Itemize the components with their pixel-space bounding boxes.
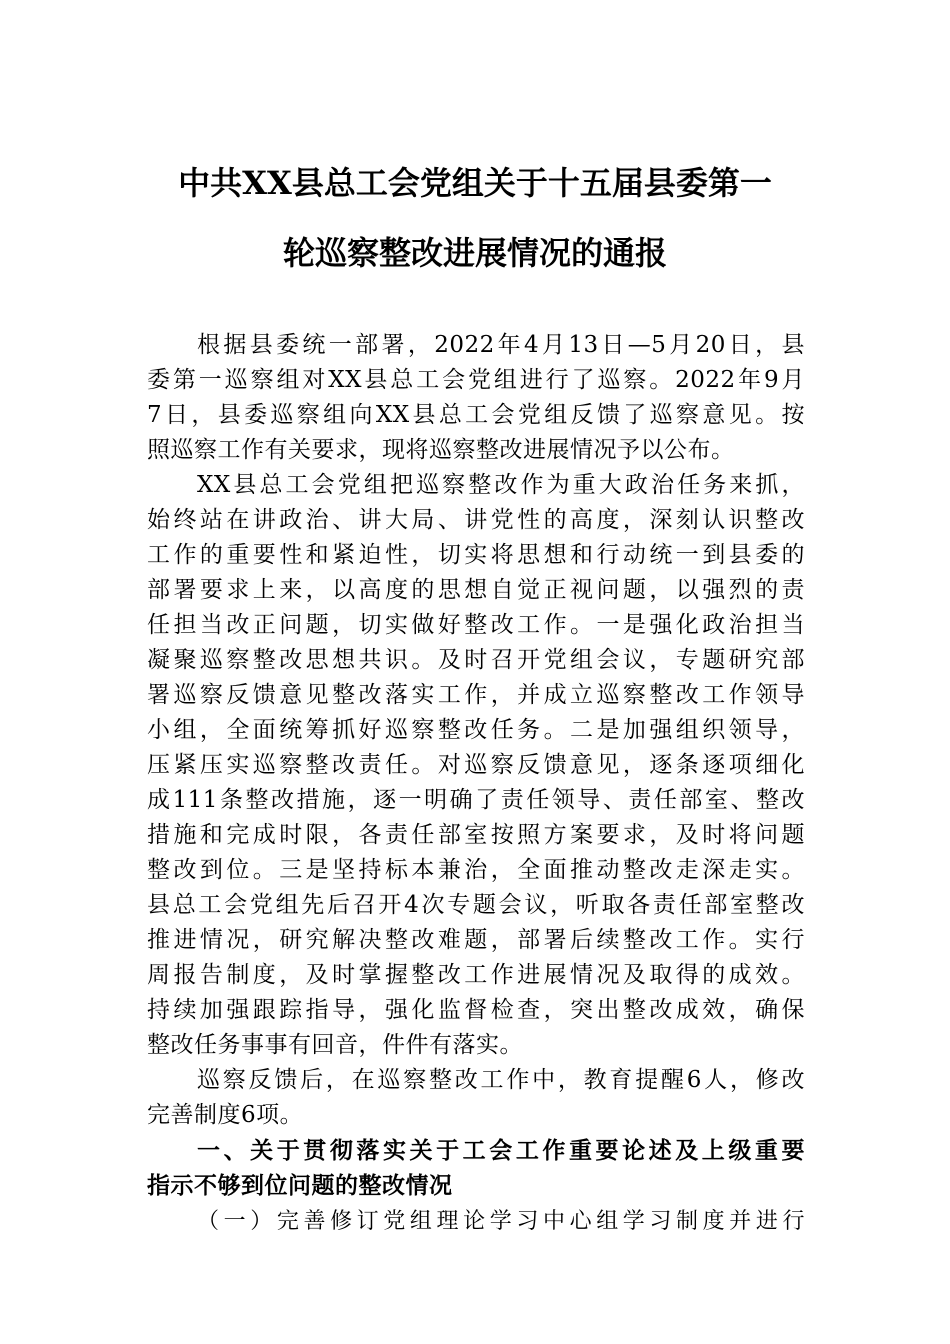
paragraph-2-line: 县总工会党组先后召开4次专题会议，听取各责任部室整改 bbox=[147, 892, 805, 918]
paragraph-2-line: 署巡察反馈意见整改落实工作，并成立巡察整改工作领导 bbox=[147, 682, 805, 708]
paragraph-2-line: 压紧压实巡察整改责任。对巡察反馈意见，逐条逐项细化 bbox=[147, 752, 805, 778]
section-heading-line: 一、关于贯彻落实关于工会工作重要论述及上级重要 bbox=[197, 1138, 805, 1164]
paragraph-2-line: 任担当改正问题，切实做好整改工作。一是强化政治担当 bbox=[147, 612, 805, 638]
paragraph-3-line: 巡察反馈后，在巡察整改工作中，教育提醒6人，修改 bbox=[197, 1067, 805, 1093]
paragraph-2-line: 工作的重要性和紧迫性，切实将思想和行动统一到县委的 bbox=[147, 542, 805, 568]
paragraph-3-line: 完善制度6项。 bbox=[147, 1102, 304, 1128]
paragraph-2-line: 成111条整改措施，逐一明确了责任领导、责任部室、整改 bbox=[147, 787, 805, 813]
document-title-line-1: 中共XX县总工会党组关于十五届县委第一 bbox=[178, 164, 772, 202]
paragraph-1-line: 根据县委统一部署，2022年4月13日—5月20日，县 bbox=[197, 332, 805, 358]
paragraph-2-line: 凝聚巡察整改思想共识。及时召开党组会议，专题研究部 bbox=[147, 647, 805, 673]
paragraph-1-line: 照巡察工作有关要求，现将巡察整改进展情况予以公布。 bbox=[147, 437, 735, 463]
paragraph-2-line: XX县总工会党组把巡察整改作为重大政治任务来抓， bbox=[197, 472, 805, 498]
paragraph-2-line: 持续加强跟踪指导，强化监督检查，突出整改成效，确保 bbox=[147, 997, 805, 1023]
paragraph-1-line: 7日，县委巡察组向XX县总工会党组反馈了巡察意见。按 bbox=[147, 402, 805, 428]
paragraph-2-line: 部署要求上来，以高度的思想自觉正视问题，以强烈的责 bbox=[147, 577, 805, 603]
subsection-heading-line: （一）完善修订党组理论学习中心组学习制度并进行 bbox=[197, 1209, 805, 1234]
paragraph-2-line: 措施和完成时限，各责任部室按照方案要求，及时将问题 bbox=[147, 822, 805, 848]
paragraph-2-line: 小组，全面统筹抓好巡察整改任务。二是加强组织领导， bbox=[147, 717, 805, 743]
paragraph-2-line: 始终站在讲政治、讲大局、讲党性的高度，深刻认识整改 bbox=[147, 507, 805, 533]
section-heading-line: 指示不够到位问题的整改情况 bbox=[147, 1173, 453, 1199]
document-title-line-2: 轮巡察整改进展情况的通报 bbox=[282, 234, 667, 272]
paragraph-2-line: 推进情况，研究解决整改难题，部署后续整改工作。实行 bbox=[147, 927, 805, 953]
paragraph-2-line: 周报告制度，及时掌握整改工作进展情况及取得的成效。 bbox=[147, 962, 805, 988]
paragraph-2-line: 整改任务事事有回音，件件有落实。 bbox=[147, 1032, 523, 1058]
paragraph-1-line: 委第一巡察组对XX县总工会党组进行了巡察。2022年9月 bbox=[147, 367, 805, 393]
paragraph-2-line: 整改到位。三是坚持标本兼治，全面推动整改走深走实。 bbox=[147, 857, 805, 883]
